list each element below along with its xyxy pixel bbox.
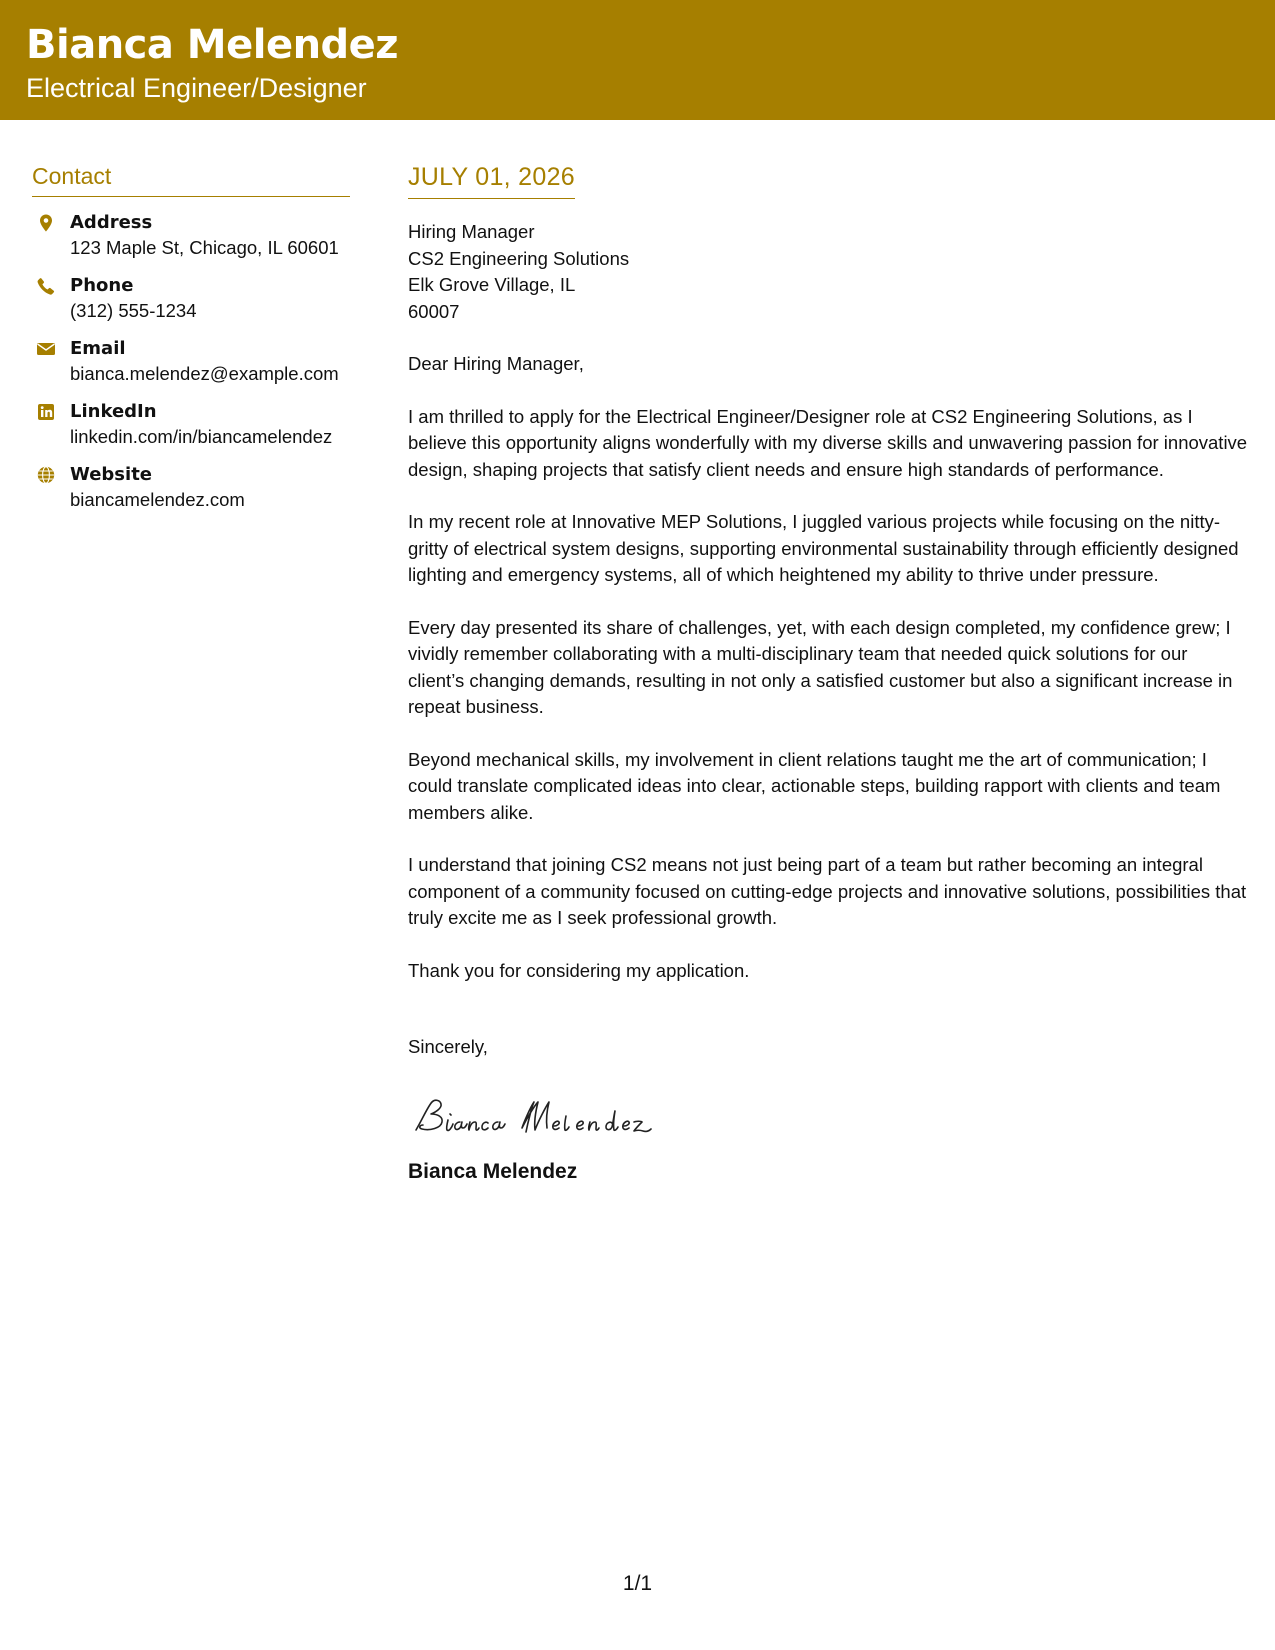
body-paragraph: I am thrilled to apply for the Electrical Engineer/Designer role at CS2 Engineering Solutions, as I believe this opportunity aligns wonderfully with my diverse skills and unwavering passion for innovative design, shaping projects that satisfy client needs and ensure high standards of performance. (408, 405, 1248, 480)
recipient-line: Elk Grove Village, IL (408, 274, 576, 295)
map-pin-icon (36, 213, 56, 233)
recipient-line: CS2 Engineering Solutions (408, 247, 630, 269)
linkedin-label: LinkedIn (70, 401, 157, 422)
recipient-block (408, 219, 1248, 325)
phone-label: Phone (70, 275, 134, 296)
body-paragraph: I understand that joining CS2 means not just being part of a team but rather becoming an integral component of a community focused on cutting-edge projects and innovative solutions, possibilities that truly excite me as I seek professional growth. (408, 854, 1247, 928)
body-paragraph: In my recent role at Innovative MEP Solutions, I juggled various projects while focusing on the nitty-gritty of electrical system designs, supporting environmental sustainability through efficiently designed lighting and emergency systems, all of which heightened my ability to thrive under pressure. (408, 511, 1239, 585)
linkedin-value: linkedin.com/in/biancamelendez (70, 426, 333, 447)
phone-value: (312) 555-1234 (70, 300, 197, 321)
contact-item-address (32, 211, 352, 260)
letter-body (408, 163, 1248, 1184)
body-paragraph: Thank you for considering my application. (408, 959, 750, 981)
applicant-name: Bianca Melendez (26, 22, 399, 68)
contact-item-website (32, 463, 352, 512)
envelope-icon (36, 339, 56, 359)
address-label: Address (70, 212, 153, 233)
contact-item-phone (32, 274, 352, 323)
applicant-title: Electrical Engineer/Designer (26, 73, 367, 103)
handwritten-signature (408, 1086, 1248, 1146)
body-paragraph: Every day presented its share of challenges, yet, with each design completed, my confidence grew; I vividly remember collaborating with a multi-disciplinary team that needed quick solutions for our client’s changing demands, resulting in not only a satisfied customer but also a significant increase in repeat business. (408, 616, 1233, 717)
closing: Sincerely, (408, 1036, 488, 1057)
signature-image (408, 1086, 668, 1146)
page-number: 1/1 (622, 1572, 653, 1595)
contact-item-linkedin (32, 400, 352, 449)
address-value: 123 Maple St, Chicago, IL 60601 (70, 237, 339, 258)
email-label: Email (70, 338, 126, 359)
email-value: bianca.melendez@example.com (70, 363, 339, 384)
contact-item-email (32, 337, 352, 386)
globe-icon (36, 465, 56, 485)
body-paragraph: Beyond mechanical skills, my involvement in client relations taught me the art of communication; I could translate complicated ideas into clear, actionable steps, building rapport with clients and team members alike. (408, 748, 1221, 823)
website-value: biancamelendez.com (70, 489, 245, 510)
contact-section-title: Contact (32, 163, 350, 197)
header-banner (0, 0, 1275, 120)
recipient-line: 60007 (408, 300, 460, 322)
contact-sidebar (32, 163, 352, 512)
phone-icon (36, 276, 56, 296)
linkedin-icon (36, 402, 56, 422)
salutation: Dear Hiring Manager, (408, 353, 584, 374)
website-label: Website (70, 464, 153, 485)
letter-date: JULY 01, 2026 (408, 163, 575, 199)
recipient-line: Hiring Manager (408, 221, 535, 242)
signer-name: Bianca Melendez (408, 1160, 578, 1183)
